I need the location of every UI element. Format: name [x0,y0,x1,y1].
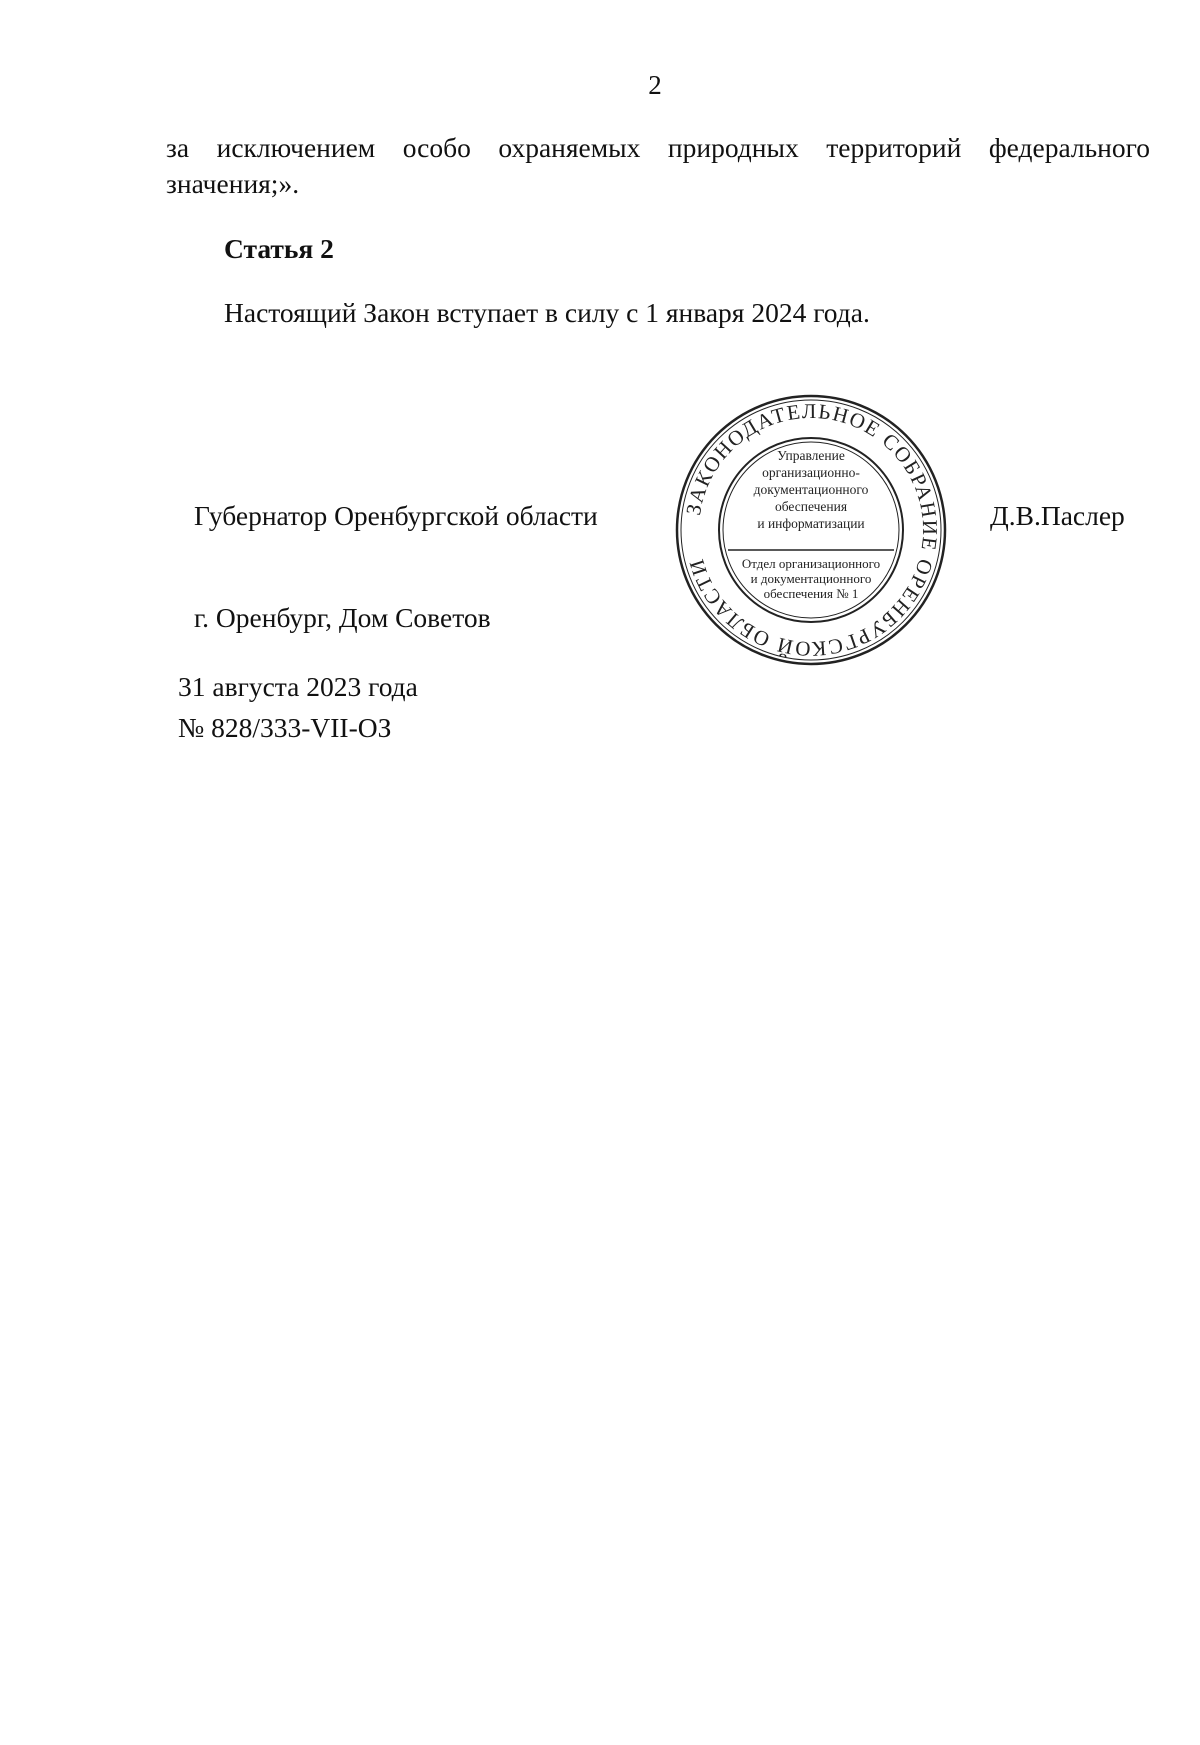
paragraph-line: за исключением особо охраняемых природных территорий федерального [166,132,1150,163]
seal-outer-text: ЗАКОНОДАТЕЛЬНОЕ СОБРАНИЕ ОРЕНБУРГСКОЙ ОБЛАСТИ [681,398,943,662]
signatory-title: Губернатор Оренбургской области [194,500,598,531]
seal-inner-line: обеспечения № 1 [763,586,859,601]
article-body: Настоящий Закон вступает в силу с 1 января 2024 года. [224,297,870,328]
page-number: 2 [648,70,662,100]
paragraph-line: значения;». [166,168,300,199]
intro-paragraph [166,130,1150,202]
signing-date: 31 августа 2023 года [178,671,418,702]
official-seal [673,392,949,668]
seal-inner-line: Управление [777,448,845,463]
seal-inner-line: обеспечения [774,499,848,514]
seal-inner-line: организационно- [762,465,860,480]
article-heading: Статья 2 [224,233,334,264]
seal-inner-text-bottom [742,556,880,601]
seal-inner-line: и документационного [750,571,872,586]
signatory-name: Д.В.Паслер [990,500,1125,531]
law-number: № 828/333-VII-ОЗ [178,712,392,743]
seal-inner-line: документационного [753,482,869,497]
seal-inner-line: и информатизации [757,516,865,531]
seal-inner-text-top [754,448,869,531]
signing-place: г. Оренбург, Дом Советов [194,602,491,633]
seal-inner-line: Отдел организационного [741,556,881,571]
